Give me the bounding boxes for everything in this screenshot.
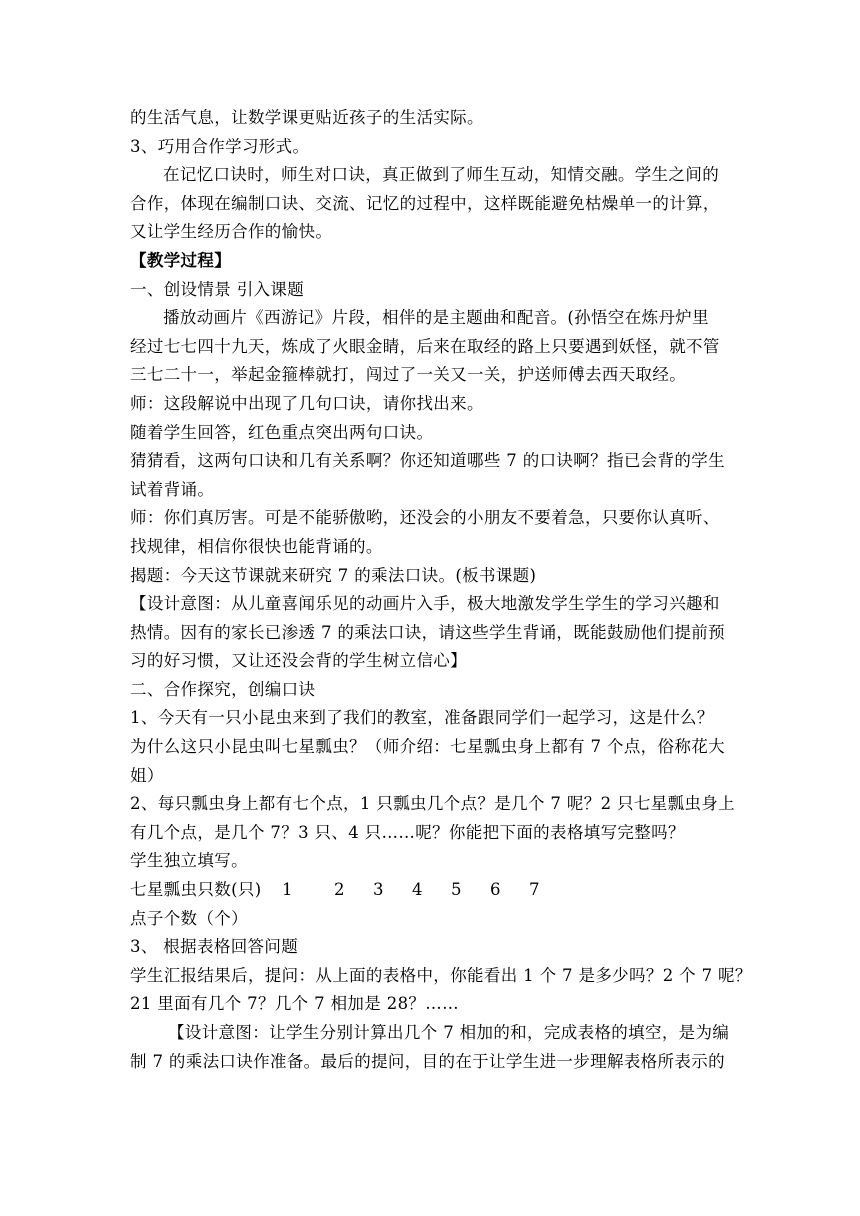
- text-line: 【教学过程】: [130, 250, 232, 270]
- text-line: 一、创设情景 引入课题: [130, 279, 305, 299]
- table-cell: 1: [282, 880, 293, 900]
- text-line: 随着学生回答，红色重点突出两句口诀。: [130, 422, 434, 442]
- text-line: 1、今天有一只小昆虫来到了我们的教室，准备跟同学们一起学习，这是什么？: [130, 708, 714, 728]
- text-block-after-table: [130, 933, 752, 1076]
- text-line: 学生独立填写。: [130, 851, 248, 871]
- table-row-ladybug-count: [130, 876, 740, 905]
- text-line: 21 里面有几个 7？几个 7 相加是 28？……: [130, 994, 459, 1014]
- text-line: 3、巧用合作学习形式。: [130, 136, 310, 156]
- text-line: 习的好习惯，又让还没会背的学生树立信心】: [130, 651, 467, 671]
- text-line: 【设计意图：让学生分别计算出几个 7 相加的和，完成表格的填空，是为编: [168, 1023, 730, 1042]
- text-line: 有几个点，是几个 7？3 只、4 只……呢？你能把下面的表格填写完整吗？: [130, 822, 685, 842]
- table-row-dot-count: [130, 905, 740, 934]
- table-cell: 2: [334, 880, 345, 900]
- text-line: 姐）: [130, 765, 164, 785]
- text-line: 经过七七四十九天，炼成了火眼金睛，后来在取经的路上只要遇到妖怪，就不管: [130, 336, 720, 356]
- text-line: 制 7 的乘法口诀作准备。最后的提问，目的在于让学生进一步理解表格所表示的: [130, 1051, 725, 1071]
- table-cell: 6: [490, 880, 501, 900]
- table-cell: 4: [412, 880, 423, 900]
- text-line: 在记忆口诀时，师生对口诀，真正做到了师生互动，知情交融。学生之间的: [163, 165, 720, 185]
- text-line: 的生活气息，让数学课更贴近孩子的生活实际。: [130, 108, 484, 127]
- text-line: 又让学生经历合作的愉快。: [130, 222, 333, 242]
- document-page: [130, 104, 752, 1076]
- text-line: 【设计意图：从儿童喜闻乐见的动画片入手，极大地激发学生学生的学习兴趣和: [130, 594, 720, 614]
- text-line: 揭题：今天这节课就来研究 7 的乘法口诀。(板书课题): [130, 565, 537, 585]
- table-cell: 7: [529, 880, 540, 900]
- text-line: 学生汇报结果后，提问：从上面的表格中，你能看出 1 个 7 是多少吗？2 个 7 呢？: [130, 965, 752, 985]
- text-line: 二、合作探究，创编口诀: [130, 679, 316, 699]
- table-cell: 5: [451, 880, 462, 900]
- text-line: 猜猜看，这两句口诀和几有关系啊？你还知道哪些 7 的口诀啊？指已会背的学生: [130, 451, 725, 471]
- text-line: 找规律，相信你很快也能背诵的。: [130, 536, 383, 556]
- text-line: 为什么这只小昆虫叫七星瓢虫？（师介绍：七星瓢虫身上都有 7 个点，俗称花大: [130, 737, 725, 757]
- text-line: 3、 根据表格回答问题: [130, 937, 299, 957]
- text-line: 师：你们真厉害。可是不能骄傲哟，还没会的小朋友不要着急，只要你认真听、: [130, 508, 720, 528]
- text-line: 播放动画片《西游记》片段，相伴的是主题曲和配音。(孙悟空在炼丹炉里: [163, 308, 709, 328]
- table-label-ladybug-count: 七星瓢虫只数(只): [130, 880, 262, 900]
- text-line: 三七二十一，举起金箍棒就打，闯过了一关又一关，护送师傅去西天取经。: [130, 365, 687, 385]
- table-label-dot-count: 点子个数（个）: [130, 908, 248, 928]
- text-line: 师：这段解说中出现了几句口诀，请你找出来。: [130, 393, 484, 413]
- text-block-before-table: [130, 104, 740, 876]
- text-line: 合作，体现在编制口诀、交流、记忆的过程中，这样既能避免枯燥单一的计算，: [130, 193, 720, 213]
- text-line: 试着背诵。: [130, 479, 215, 499]
- table-cell: 3: [373, 880, 384, 900]
- text-line: 2、每只瓢虫身上都有七个点，1 只瓢虫几个点？是几个 7 呢？2 只七星瓢虫身上: [130, 794, 735, 814]
- text-line: 热情。因有的家长已渗透 7 的乘法口诀，请这些学生背诵，既能鼓励他们提前预: [130, 622, 725, 642]
